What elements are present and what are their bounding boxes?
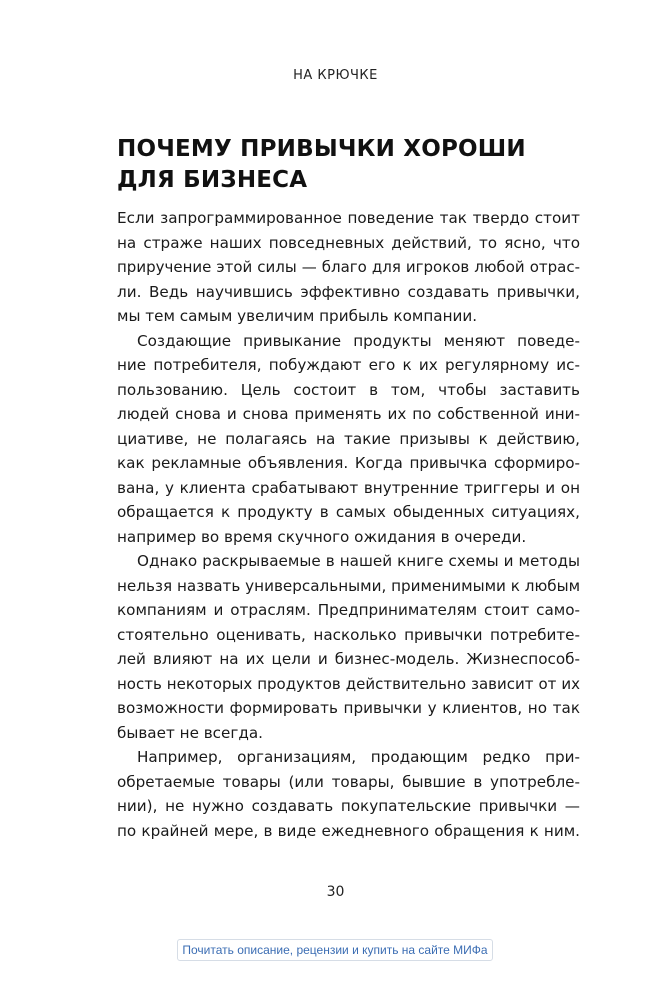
- body-text: [117, 206, 580, 843]
- chapter-title-line: ДЛЯ БИЗНЕСА: [117, 167, 308, 193]
- text-line: ность некоторых продуктов действительно зависит от их: [117, 674, 580, 693]
- text-line: как рекламные объявления. Когда привычка сформиро-: [117, 454, 580, 472]
- text-line: ние потребителя, побуждают его к их регулярному ис-: [117, 356, 580, 374]
- text-line: приручение этой силы — благо для игроков любой отрас-: [117, 258, 580, 276]
- text-line: Например, организациям, продающим редко при-: [137, 748, 580, 766]
- text-line: циативе, не полагаясь на такие призывы к действию,: [117, 429, 580, 448]
- text-line: людей снова и снова применять их по собственной ини-: [117, 405, 580, 423]
- text-line: вана, у клиента срабатывают внутренние триггеры и он: [117, 478, 580, 497]
- text-line: Однако раскрываемые в нашей книге схемы и методы: [137, 552, 580, 570]
- running-head: НА КРЮЧКЕ: [293, 68, 378, 83]
- text-line: на страже наших повседневных действий, то ясно, что: [117, 233, 580, 252]
- chapter-title-line: ПОЧЕМУ ПРИВЫЧКИ ХОРОШИ: [117, 136, 526, 162]
- paragraph-3: [117, 549, 580, 745]
- text-line: ли. Ведь научившись эффективно создавать привычки,: [117, 282, 580, 301]
- text-line: возможности формировать привычки у клиентов, но так: [117, 699, 580, 717]
- chapter-title: [117, 134, 597, 196]
- paragraph-2: [117, 329, 580, 550]
- text-line: обретаемые товары (или товары, бывшие в употребле-: [117, 772, 580, 791]
- text-line: Создающие привыкание продукты меняют поведе-: [137, 331, 580, 350]
- text-line: стоятельно оценивать, насколько привычки потребите-: [117, 625, 580, 644]
- text-line: обращается к продукту в самых обыденных ситуациях,: [117, 503, 580, 521]
- paragraph-4: [117, 745, 580, 843]
- text-line: нельзя назвать универсальными, применимыми к любым: [117, 576, 581, 595]
- text-line: компаниям и отраслям. Предпринимателям стоит само-: [117, 601, 580, 619]
- buy-on-mif-link[interactable]: Почитать описание, рецензии и купить на сайте МИФа: [177, 939, 493, 961]
- page-number: 30: [326, 884, 345, 900]
- text-line: Если запрограммированное поведение так твердо стоит: [117, 209, 580, 227]
- text-line: лей влияют на их цели и бизнес-модель. Жизнеспособ-: [117, 650, 580, 668]
- text-line: мы тем самым увеличим прибыль компании.: [117, 307, 478, 325]
- paragraph-1: [117, 206, 580, 329]
- text-line: бывает не всегда.: [117, 723, 263, 742]
- text-line: по крайней мере, в виде ежедневного обращения к ним.: [117, 821, 580, 840]
- text-line: нии), не нужно создавать покупательские привычки —: [117, 797, 580, 815]
- text-line: пользованию. Цель состоит в том, чтобы заставить: [117, 380, 580, 399]
- text-line: например во время скучного ожидания в очереди.: [117, 527, 527, 546]
